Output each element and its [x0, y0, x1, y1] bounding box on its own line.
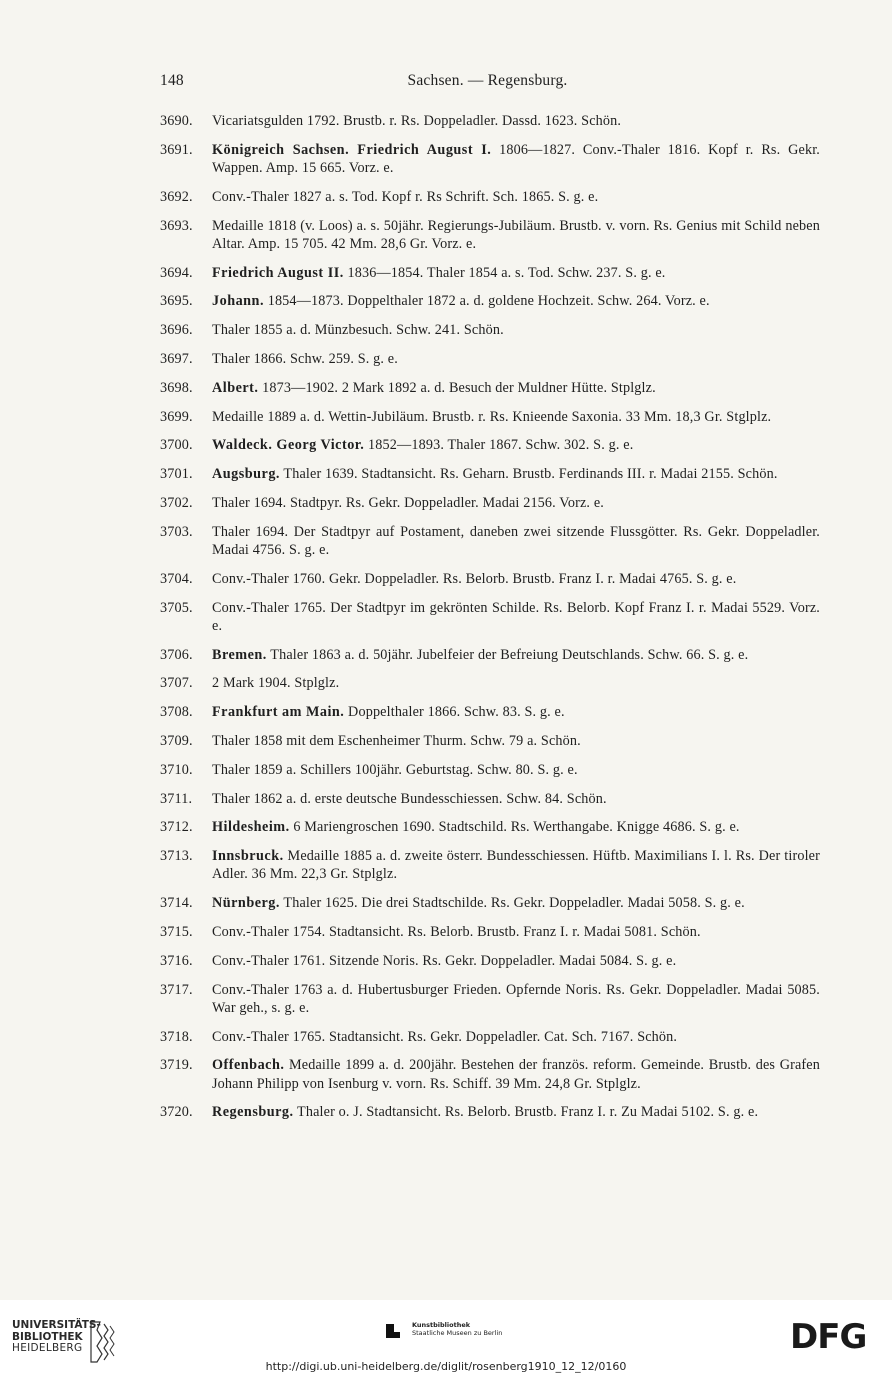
catalogue-entry [160, 1056, 820, 1092]
logo-line-2: BIBLIOTHEK [12, 1330, 83, 1343]
entry-number: 3697. [160, 350, 193, 367]
entry-number: 3719. [160, 1057, 193, 1074]
entry-number: 3718. [160, 1028, 193, 1045]
entry-heading: Innsbruck. [212, 848, 284, 865]
catalogue-entry [160, 923, 820, 941]
entry-number: 3701. [160, 466, 193, 483]
entry-description: Thaler 1859 a. Schillers 100jähr. Geburtstag. Schw. 80. S. g. e. [212, 761, 578, 778]
entry-heading: Hildesheim. [212, 819, 290, 836]
catalogue-entry [160, 141, 820, 177]
catalogue-entry [160, 599, 820, 635]
entry-description: Thaler 1866. Schw. 259. S. g. e. [212, 350, 398, 367]
entry-description: Thaler 1863 a. d. 50jähr. Jubelfeier der Befreiung Deutschlands. Schw. 66. S. g. e. [266, 646, 749, 663]
entry-number: 3712. [160, 819, 193, 836]
entry-number: 3703. [160, 523, 193, 540]
catalogue-entry [160, 847, 820, 883]
entry-description: Thaler 1694. Der Stadtpyr auf Postament, daneben zwei sitzende Flussgötter. Rs. Gekr. Doppeladler. Madai 4756. S. g. e. [212, 523, 820, 558]
entry-number: 3714. [160, 895, 193, 912]
entry-description: 1806—1827. Conv.-Thaler 1816. Kopf r. Rs. Gekr. Wappen. Amp. 15 665. Vorz. e. [212, 141, 820, 176]
entry-number: 3711. [160, 790, 193, 807]
entry-number: 3707. [160, 675, 193, 692]
entry-description: Conv.-Thaler 1761. Sitzende Noris. Rs. Gekr. Doppeladler. Madai 5084. S. g. e. [212, 952, 677, 969]
catalogue-entry [160, 703, 820, 721]
entry-description: 1852—1893. Thaler 1867. Schw. 302. S. g. e. [364, 437, 634, 454]
permalink-url[interactable]: http://digi.ub.uni-heidelberg.de/diglit/rosenberg1910_12_12/0160 [265, 1360, 627, 1373]
catalogue-entry [160, 217, 820, 253]
catalogue-entry [160, 188, 820, 206]
viewer-footer [0, 1300, 892, 1375]
kunstbibliothek-logo-icon [382, 1320, 404, 1342]
entry-number: 3691. [160, 141, 193, 158]
entry-description: Thaler 1639. Stadtansicht. Rs. Geharn. Brustb. Ferdinands III. r. Madai 2155. Schön. [279, 466, 778, 483]
entry-number: 3698. [160, 379, 193, 396]
entry-description: Thaler 1694. Stadtpyr. Rs. Gekr. Doppeladler. Madai 2156. Vorz. e. [212, 494, 604, 511]
entry-description: Conv.-Thaler 1760. Gekr. Doppeladler. Rs. Belorb. Brustb. Franz I. r. Madai 4765. S. g. e. [212, 570, 737, 587]
entry-description: 1836—1854. Thaler 1854 a. s. Tod. Schw. 237. S. g. e. [343, 264, 666, 281]
entry-description: Conv.-Thaler 1754. Stadtansicht. Rs. Belorb. Brustb. Franz I. r. Madai 5081. Schön. [212, 923, 701, 940]
entry-description: Doppelthaler 1866. Schw. 83. S. g. e. [344, 704, 565, 721]
kb-line-2: Staatliche Museen zu Berlin [412, 1329, 503, 1337]
entry-number: 3693. [160, 217, 193, 234]
catalogue-entry [160, 321, 820, 339]
entry-heading: Friedrich August II. [212, 264, 344, 281]
entry-description: Conv.-Thaler 1763 a. d. Hubertusburger Frieden. Opfernde Noris. Rs. Gekr. Doppeladler. Madai 5085. War geh., s. g. e. [212, 981, 820, 1016]
catalogue-entry [160, 818, 820, 836]
university-seal-icon [88, 1320, 118, 1364]
catalogue-entry [160, 981, 820, 1017]
catalogue-entry [160, 761, 820, 779]
entry-description: 1854—1873. Doppelthaler 1872 a. d. goldene Hochzeit. Schw. 264. Vorz. e. [264, 293, 710, 310]
entry-number: 3710. [160, 761, 193, 778]
kb-line-1: Kunstbibliothek [412, 1321, 471, 1329]
entry-heading: Frankfurt am Main. [212, 704, 345, 721]
catalogue-entry [160, 1103, 820, 1121]
catalogue-entry [160, 465, 820, 483]
catalogue-entry [160, 952, 820, 970]
entry-description: Medaille 1889 a. d. Wettin-Jubiläum. Brustb. r. Rs. Knieende Saxonia. 33 Mm. 18,3 Gr. Stglplz. [212, 408, 772, 425]
entry-number: 3709. [160, 732, 193, 749]
entry-number: 3699. [160, 408, 193, 425]
entry-number: 3717. [160, 981, 193, 998]
catalogue-entry [160, 436, 820, 454]
entry-description: Conv.-Thaler 1827 a. s. Tod. Kopf r. Rs Schrift. Sch. 1865. S. g. e. [212, 188, 599, 205]
entry-heading: Regensburg. [212, 1104, 294, 1121]
catalogue-entry [160, 674, 820, 692]
entry-heading: Königreich Sachsen. Friedrich August I. [212, 141, 492, 158]
entry-number: 3695. [160, 293, 193, 310]
catalogue-entry [160, 350, 820, 368]
entry-description: Thaler 1855 a. d. Münzbesuch. Schw. 241. Schön. [212, 322, 504, 339]
entry-heading: Waldeck. Georg Victor. [212, 437, 365, 454]
entry-description: Conv.-Thaler 1765. Der Stadtpyr im gekrönten Schilde. Rs. Belorb. Kopf Franz I. r. Madai 5529. Vorz. e. [212, 599, 820, 634]
catalogue-entry [160, 112, 820, 130]
entry-number: 3715. [160, 923, 193, 940]
entry-number: 3696. [160, 322, 193, 339]
entry-number: 3704. [160, 570, 193, 587]
entry-heading: Offenbach. [212, 1057, 285, 1074]
entry-number: 3692. [160, 188, 193, 205]
entry-number: 3690. [160, 113, 193, 129]
catalogue-entry [160, 1028, 820, 1046]
entry-number: 3706. [160, 646, 193, 663]
entry-number: 3702. [160, 494, 193, 511]
entry-number: 3713. [160, 848, 193, 865]
entry-description: 1873—1902. 2 Mark 1892 a. d. Besuch der Muldner Hütte. Stplglz. [258, 379, 656, 396]
entry-number: 3708. [160, 704, 193, 721]
entry-number: 3700. [160, 437, 193, 454]
catalogue-entry [160, 408, 820, 426]
page-header [160, 72, 815, 92]
entry-description: Thaler 1858 mit dem Eschenheimer Thurm. Schw. 79 a. Schön. [212, 732, 581, 749]
entry-description: Thaler 1862 a. d. erste deutsche Bundesschiessen. Schw. 84. Schön. [212, 790, 607, 807]
entry-number: 3705. [160, 599, 193, 616]
catalogue-entries [160, 112, 820, 1132]
catalogue-entry [160, 790, 820, 808]
entry-description: 6 Mariengroschen 1690. Stadtschild. Rs. Werthangabe. Knigge 4686. S. g. e. [289, 819, 740, 836]
running-title: Sachsen. — Regensburg. [407, 72, 568, 89]
logo-line-3: HEIDELBERG [12, 1342, 83, 1354]
entry-heading: Augsburg. [212, 466, 280, 483]
entry-number: 3694. [160, 264, 193, 281]
catalogue-entry [160, 494, 820, 512]
catalogue-entry [160, 646, 820, 664]
entry-description: Thaler 1625. Die drei Stadtschilde. Rs. Gekr. Doppeladler. Madai 5058. S. g. e. [279, 895, 745, 912]
kunstbibliothek-label[interactable] [412, 1321, 502, 1337]
entry-heading: Bremen. [212, 646, 267, 663]
catalogue-entry [160, 570, 820, 588]
entry-number: 3716. [160, 952, 193, 969]
catalogue-entry [160, 379, 820, 397]
entry-description: Conv.-Thaler 1765. Stadtansicht. Rs. Gekr. Doppeladler. Cat. Sch. 7167. Schön. [212, 1028, 678, 1045]
dfg-logo[interactable]: DFG [790, 1317, 867, 1357]
catalogue-entry [160, 894, 820, 912]
entry-description: Vicariatsgulden 1792. Brustb. r. Rs. Doppeladler. Dassd. 1623. Schön. [212, 113, 622, 129]
entry-description: Medaille 1899 a. d. 200jähr. Bestehen der französ. reform. Gemeinde. Brustb. des Grafen Johann Philipp von Isenburg v. vorn. Rs. Schiff. 39 Mm. 24,8 Gr. Stplglz. [212, 1057, 820, 1092]
page-number: 148 [160, 72, 184, 89]
catalogue-entry [160, 264, 820, 282]
entry-description: Medaille 1885 a. d. zweite österr. Bundesschiessen. Hüftb. Maximilians I. l. Rs. Der tiroler Adler. 36 Mm. 22,3 Gr. Stplglz. [212, 848, 820, 883]
entry-description: 2 Mark 1904. Stplglz. [212, 675, 340, 692]
catalogue-entry [160, 732, 820, 750]
entry-heading: Nürnberg. [212, 895, 280, 912]
entry-heading: Johann. [212, 293, 264, 310]
catalogue-entry [160, 292, 820, 310]
logo-line-1: UNIVERSITÄTS- [12, 1319, 101, 1331]
entry-description: Thaler o. J. Stadtansicht. Rs. Belorb. Brustb. Franz I. r. Zu Madai 5102. S. g. e. [293, 1104, 759, 1121]
catalogue-entry [160, 523, 820, 559]
entry-number: 3720. [160, 1104, 193, 1121]
entry-description: Medaille 1818 (v. Loos) a. s. 50jähr. Regierungs-Jubiläum. Brustb. v. vorn. Rs. Genius mit Schild neben Altar. Amp. 15 705. 42 Mm. 28,6 Gr. Vorz. e. [212, 217, 820, 252]
entry-heading: Albert. [212, 379, 259, 396]
